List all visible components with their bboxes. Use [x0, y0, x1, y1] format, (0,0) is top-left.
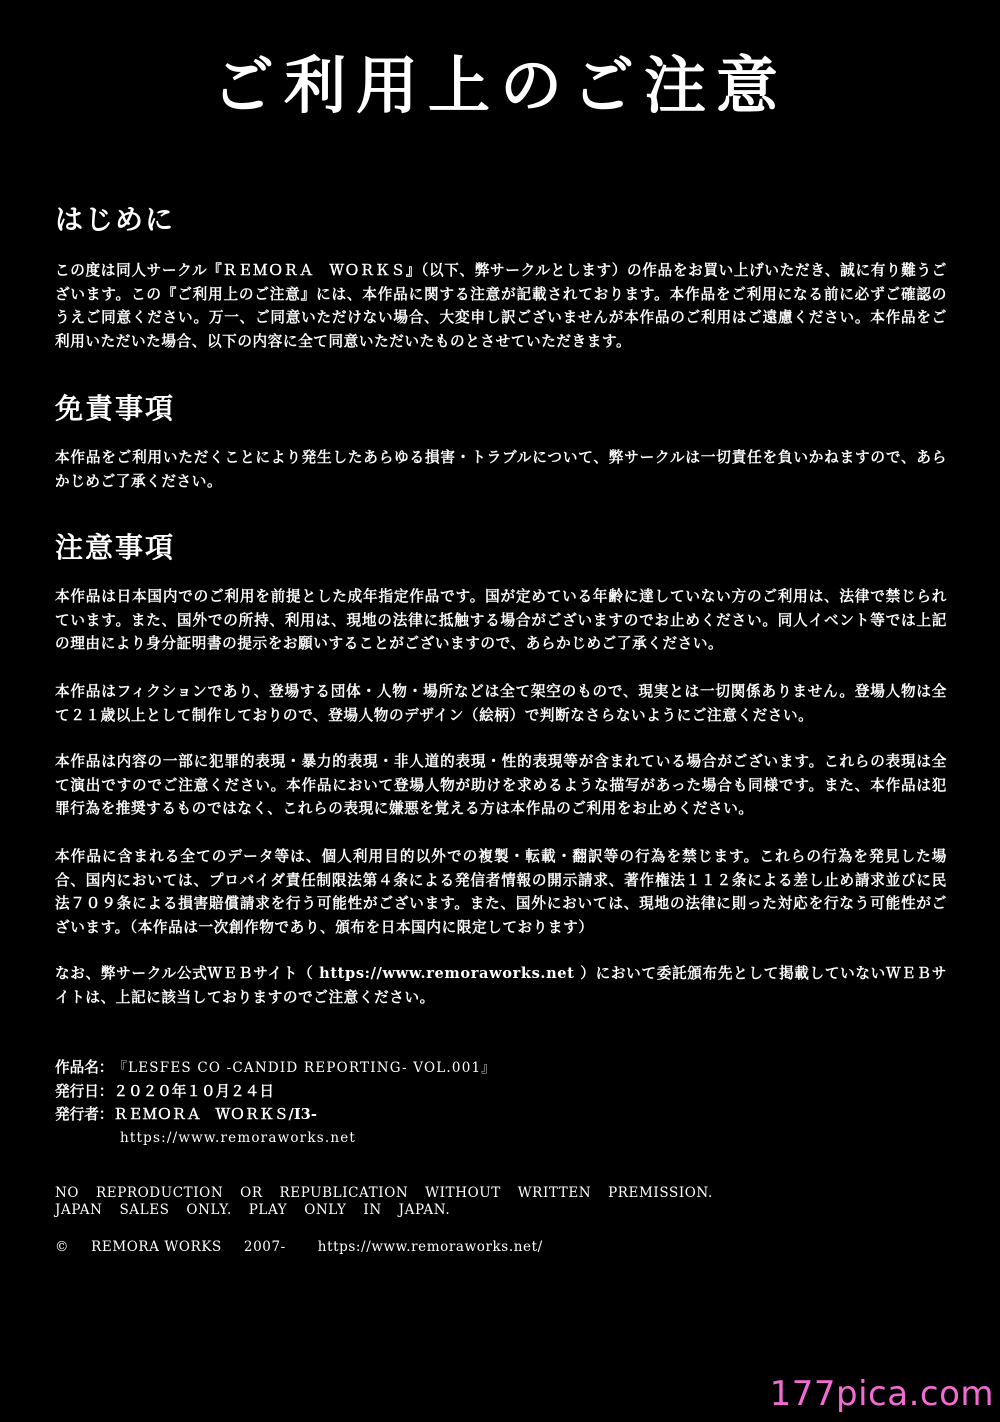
- copyright-line: [55, 1237, 565, 1257]
- copyright-years: 2007-: [243, 1239, 286, 1255]
- paragraph-notes-expression: 本作品は内容の一部に犯罪的表現・暴力的表現・非人道的表現・性的表現等が含まれている場合がございます。これらの表現は全て演出ですのでご注意ください。本作品において登場人物が助けを求めるような描写があった場合も同様です。また、本作品は犯罪行為を推奨するものではなく、これらの表現に嫌悪を覚える方は本作品のご利用をお止めください。: [55, 753, 947, 817]
- info-publisher-url: https://www.remoraworks.net: [120, 1130, 357, 1146]
- notice-line-2: JAPAN SALES ONLY. PLAY ONLY IN JAPAN.: [55, 1202, 451, 1218]
- watermark: 177pica.com: [769, 1374, 994, 1414]
- page-title: ご利用上のご注意: [211, 49, 788, 122]
- paragraph-notes-website: なお、弊サークル公式ＷＥＢサイト（ https://www.remoraworks.net ）において委託頒布先として掲載していないＷＥＢサイトは、上記に該当しておりますのでご注意ください。: [55, 965, 947, 1006]
- copyright-url: https://www.remoraworks.net/: [317, 1239, 543, 1255]
- info-work-label: 作品名：: [55, 1059, 114, 1076]
- paragraph-introduction: この度は同人サークル『ＲＥＭＯＲＡ ＷＯＲＫＳ』（以下、弊サークルとします）の作品をお買い上げいただき、誠に有り難うございます。この『ご利用上のご注意』には、本作品に関する注意が記載されております。本作品をご利用になる前に必ずご確認のうえご同意ください。万一、ご同意いただけない場合、大変申し訳ございませんが本作品のご利用はご遠慮ください。本作品をご利用いただいた場合、以下の内容に全て同意いただいたものとさせていただきます。: [55, 262, 947, 350]
- section-heading-introduction: はじめに: [55, 203, 176, 236]
- paragraph-notes-fiction: 本作品はフィクションであり、登場する団体・人物・場所などは全て架空のもので、現実とは一切関係ありません。登場人物は全て２１歳以上として制作しておりので、登場人物のデザイン（絵柄）で判断なさらないようにご注意ください。: [55, 683, 947, 724]
- info-date-value: ２０２０年１０月２４日: [113, 1083, 274, 1100]
- copyright-holder: REMORA WORKS: [91, 1239, 222, 1255]
- notice-line-1: NO REPRODUCTION OR REPUBLICATION WITHOUT WRITTEN PREMISSION.: [55, 1185, 713, 1201]
- copyright-symbol: ©: [55, 1239, 70, 1255]
- section-heading-disclaimer: 免責事項: [55, 392, 176, 425]
- info-publisher: [55, 1103, 317, 1127]
- info-work-value: 『LESFES CO -CANDID REPORTING- VOL.001』: [113, 1060, 496, 1076]
- paragraph-disclaimer: 本作品をご利用いただくことにより発生したあらゆる損害・トラブルについて、弊サークルは一切責任を負いかねますので、あらかじめご了承ください。: [55, 449, 947, 490]
- paragraph-notes-copyright: 本作品に含まれる全てのデータ等は、個人利用目的以外での複製・転載・翻訳等の行為を禁じます。これらの行為を発見した場合、国内においては、プロバイダ責任制限法第４条による発信者情報の開示請求、著作権法１１２条による差し止め請求並びに民法７０９条による損害賠償請求を行う可能性がございます。また、国外においては、現地の法律に則った対応を行なう可能性がございます。（本作品は一次創作物であり、頒布を日本国内に限定しております）: [55, 848, 947, 936]
- info-work: [55, 1056, 496, 1081]
- info-date-label: 発行日：: [55, 1083, 114, 1100]
- info-date: [55, 1080, 274, 1104]
- info-publisher-label: 発行者：: [55, 1106, 114, 1123]
- section-heading-notes: 注意事項: [55, 531, 176, 564]
- info-publisher-value: ＲＥＭＯＲＡ ＷＯＲＫＳ/I3-: [113, 1106, 317, 1123]
- paragraph-notes-age: 本作品は日本国内でのご利用を前提とした成年指定作品です。国が定めている年齢に達していない方のご利用は、法律で禁じられています。また、国外での所持、利用は、現地の法律に抵触する場合がございますのでお止めください。同人イベント等では上記の理由により身分証明書の提示をお願いすることがございますので、あらかじめご了承ください。: [55, 588, 947, 652]
